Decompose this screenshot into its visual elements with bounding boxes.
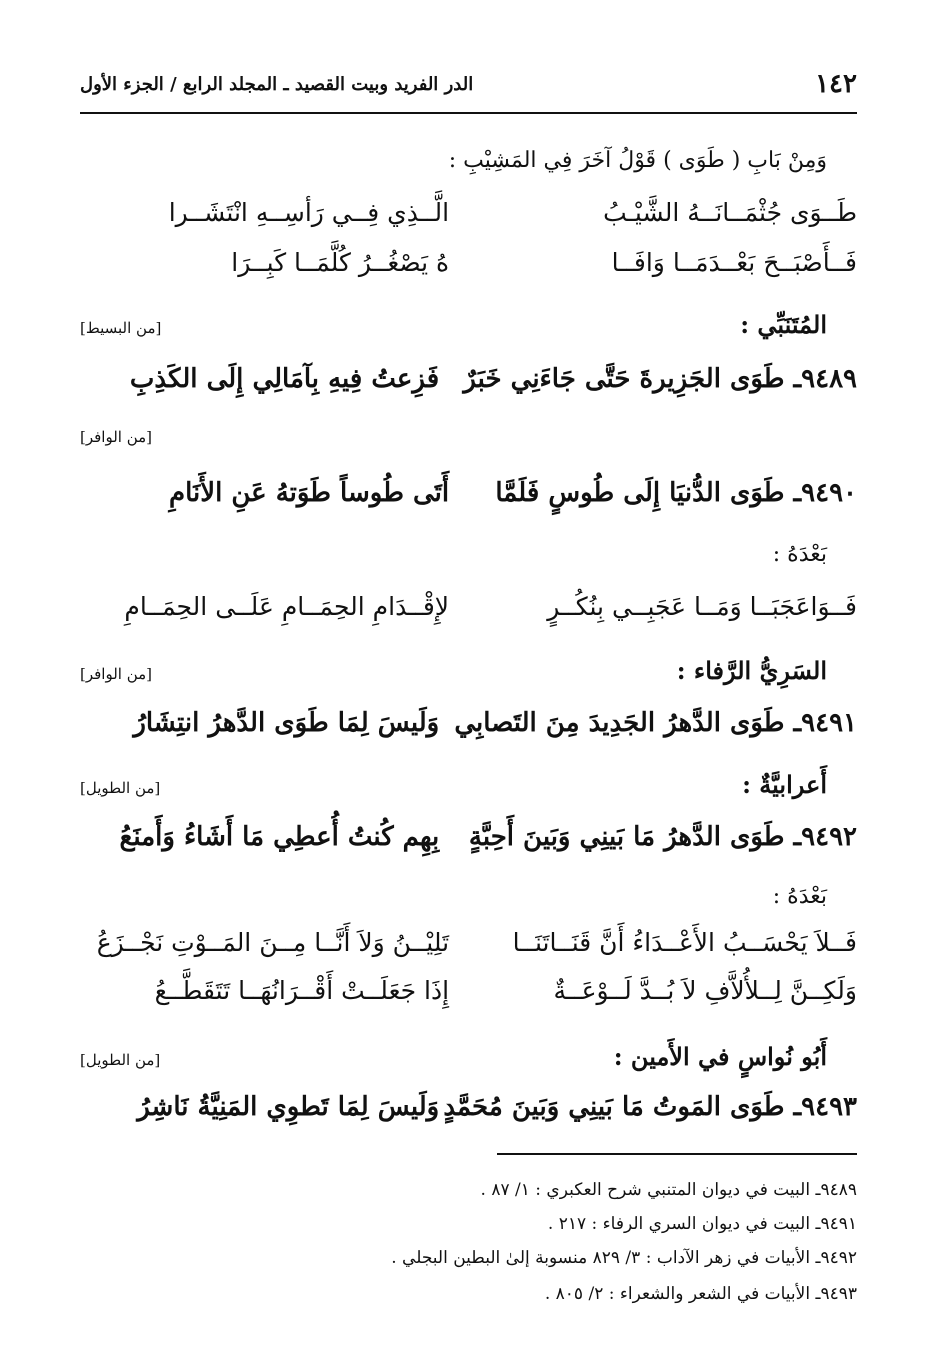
running-title: الدر الفريد وبيت القصيد ـ المجلد الرابع / الجزء الأول bbox=[80, 73, 474, 95]
verse-9489 bbox=[80, 364, 857, 394]
verse-hemistich-second: الَّــذِي فِــي رَأسِــهِ انْتَشَــرا bbox=[168, 198, 450, 227]
verse-hemistich-first: فَــوَاعَجَبَــا وَمَــا عَجَبِــي بِنُكُــرٍ bbox=[547, 592, 857, 621]
verse-hemistich-first: فَــلاَ يَحْسَــبُ الأَعْــدَاءُ أَنَّ قَنَــاتَنَــا bbox=[512, 928, 857, 957]
verse-hemistich-second: إِذَا جَعَلَــتْ أَقْــرَانُهَــا تَتَقَطَّــعُ bbox=[154, 976, 450, 1005]
verse-hemistich-first: ٩٤٨٩ـ طَوَى الجَزِيرةَ حَتَّى جَاءَنِي خَبَرٌ bbox=[463, 364, 857, 394]
verse-hemistich-second: لإِقْــدَامِ الحِمَــامِ عَلَــى الحِمَــامِ bbox=[124, 592, 450, 621]
verse-hemistich-second: تَلِيْــنُ وَلاَ أَنَّــا مِــنَ المَــوْتِ نَجْــزَعُ bbox=[96, 928, 450, 957]
verse-hemistich-second: هُ يَصْغُــرُ كُلَّمَــا كَبِــرَا bbox=[231, 248, 450, 277]
verse-hemistich-first: ٩٤٩١ـ طَوَى الدَّهرُ الجَدِيدَ مِنَ التَصابِي bbox=[454, 708, 857, 738]
verse-hemistich-first: ٩٤٩٠ـ طَوَى الدُّنيَا إِلَى طُوسٍ فَلَمَّا bbox=[495, 478, 857, 508]
verse-hemistich-first: فَــأَصْبَــحَ بَعْــدَمَــا وَافَــا bbox=[611, 248, 857, 277]
poet-heading bbox=[80, 1042, 827, 1071]
page-header bbox=[80, 64, 857, 104]
verse-9492 bbox=[80, 822, 857, 852]
verse-after-9492-1 bbox=[80, 928, 857, 957]
poet-name: أَبُو نُواسٍ في الأَمين : bbox=[613, 1042, 827, 1071]
meter-label: [من الطويل] bbox=[80, 1051, 161, 1069]
verse-hemistich-second: وَلَيسَ لِمَا تَطوِي المَنِيَّةُ نَاشِرُ bbox=[137, 1092, 440, 1122]
poet-heading bbox=[80, 656, 827, 685]
footnote-rule bbox=[497, 1153, 857, 1155]
verse-hemistich-first: ٩٤٩٣ـ طَوَى المَوتُ مَا بَينِي وَبَينَ مُحَمَّدٍ bbox=[443, 1092, 857, 1122]
verse-hemistich-second: بِهِم كُنتُ أُعطِي مَا أَشَاءُ وَأَمنَعُ bbox=[119, 822, 440, 852]
poet-heading bbox=[80, 428, 827, 446]
intro-verse-2 bbox=[80, 248, 857, 277]
footnote: ٩٤٨٩ـ البيت في ديوان المتنبي شرح العكبري : ١/ ٨٧ . bbox=[480, 1180, 857, 1200]
footnote: ٩٤٩٣ـ الأبيات في الشعر والشعراء : ٢/ ٨٠٥ . bbox=[544, 1284, 857, 1304]
footnote: ٩٤٩١ـ البيت في ديوان السري الرفاء : ٢١٧ . bbox=[547, 1214, 857, 1234]
verse-hemistich-second: فَزِعتُ فِيهِ بِآمَالِي إِلَى الكَذِبِ bbox=[129, 364, 440, 394]
verse-hemistich-first: وَلَكِــنَّ لِــلأُلاَّفِ لاَ بُــدَّ لَــوْعَــةٌ bbox=[553, 976, 857, 1005]
verse-hemistich-first: ٩٤٩٢ـ طَوَى الدَّهرُ مَا بَينِي وَبَينَ أَحِبَّةٍ bbox=[468, 822, 857, 852]
meter-label: [من الوافر] bbox=[80, 428, 153, 446]
poet-heading bbox=[80, 310, 827, 339]
after-label: بَعْدَهُ : bbox=[772, 542, 827, 567]
meter-label: [من البسيط] bbox=[80, 319, 162, 337]
verse-9493 bbox=[80, 1092, 857, 1122]
verse-9490 bbox=[80, 478, 857, 508]
verse-hemistich-second: أَتَى طُوساً طَوَتهُ عَنِ الأَنَامِ bbox=[168, 478, 450, 508]
poet-name: المُتَنَبِّي : bbox=[740, 310, 827, 339]
after-label: بَعْدَهُ : bbox=[772, 884, 827, 909]
poet-heading bbox=[80, 770, 827, 799]
verse-after-9490 bbox=[80, 592, 857, 621]
meter-label: [من الوافر] bbox=[80, 665, 153, 683]
verse-hemistich-second: وَلَيسَ لِمَا طَوَى الدَّهرُ انتِشَارُ bbox=[133, 708, 440, 738]
meter-label: [من الطويل] bbox=[80, 779, 161, 797]
header-rule bbox=[80, 112, 857, 114]
verse-after-9492-2 bbox=[80, 976, 857, 1005]
poet-name: السَرِيُّ الرَّفاء : bbox=[676, 656, 827, 685]
verse-hemistich-first: طَــوَى جُثْمَــانَــهُ الشَّيْـبُ bbox=[603, 198, 857, 227]
verse-9491 bbox=[80, 708, 857, 738]
page-number: ١٤٢ bbox=[815, 69, 857, 99]
intro-line: وَمِنْ بَابِ ( طَوَى ) قَوْلُ آخَرَ فِي المَشِيْبِ : bbox=[448, 148, 827, 173]
poet-name: أَعرابيَّةٌ : bbox=[742, 770, 827, 799]
footnote: ٩٤٩٢ـ الأبيات في زهر الآداب : ٣/ ٨٢٩ منسوبة إلىٰ البطين البجلي . bbox=[391, 1248, 857, 1268]
intro-verse-1 bbox=[80, 198, 857, 227]
